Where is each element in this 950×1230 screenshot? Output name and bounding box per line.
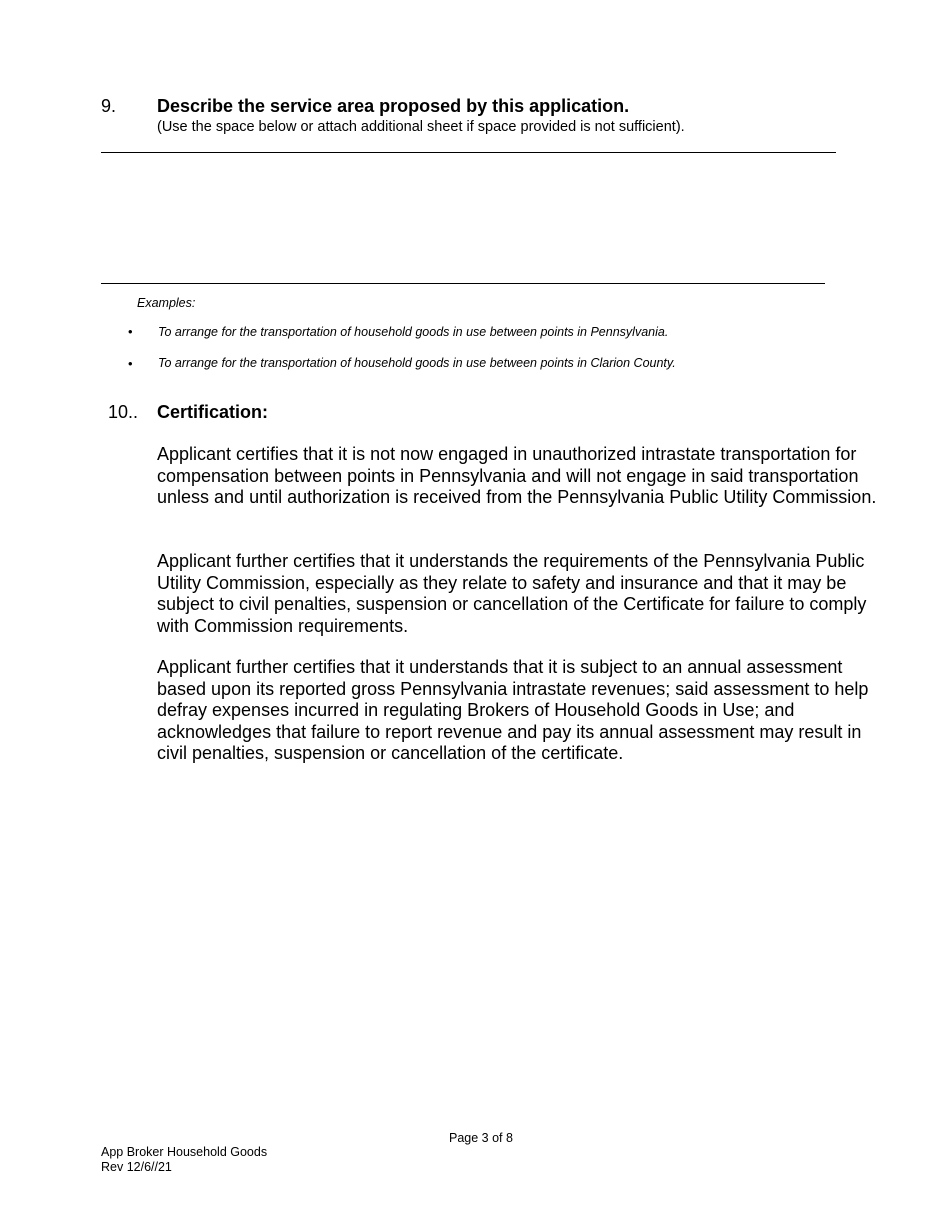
question-9-title: Describe the service area proposed by this application. — [157, 96, 630, 116]
certification-paragraph: Applicant further certifies that it understands the requirements of the Pennsylvania Public Utility Commission, especially as they relate to safety and insurance and that it may be subject to civil penalties, suspension or cancellation of the Certificate for failure to comply with Commission requirements. — [157, 551, 867, 636]
question-9-note: (Use the space below or attach additional sheet if space provided is not sufficient). — [157, 119, 685, 135]
examples-label: Examples: — [137, 296, 196, 310]
bullet-icon: • — [128, 356, 133, 371]
certification-paragraph: Applicant further certifies that it understands that it is subject to an annual assessment based upon its reported gross Pennsylvania intrastate revenues; said assessment to help defray expenses incurred in regulating Brokers of Household Goods in Use; and acknowledges that failure to report revenue and pay its annual assessment may result in civil penalties, suspension or cancellation of the certificate. — [157, 657, 869, 763]
answer-line-bottom[interactable] — [101, 283, 825, 284]
certification-paragraph: Applicant certifies that it is not now engaged in unauthorized intrastate transportation for compensation between points in Pennsylvania and will not engage in said transportation unless and until authorization is received from the Pennsylvania Public Utility Commission. — [157, 444, 877, 507]
bullet-icon: • — [128, 324, 133, 339]
example-item: To arrange for the transportation of household goods in use between points in Clarion County. — [158, 356, 676, 370]
question-10-title: Certification: — [157, 402, 269, 422]
revision: Rev 12/6//21 — [101, 1160, 172, 1174]
page-number: Page 3 of 8 — [449, 1131, 513, 1145]
question-9-number: 9. — [101, 96, 117, 116]
question-10-number: 10.. — [108, 402, 139, 422]
answer-line-top[interactable] — [101, 152, 836, 153]
form-name: App Broker Household Goods — [101, 1145, 268, 1159]
example-item: To arrange for the transportation of household goods in use between points in Pennsylvania. — [158, 325, 669, 339]
